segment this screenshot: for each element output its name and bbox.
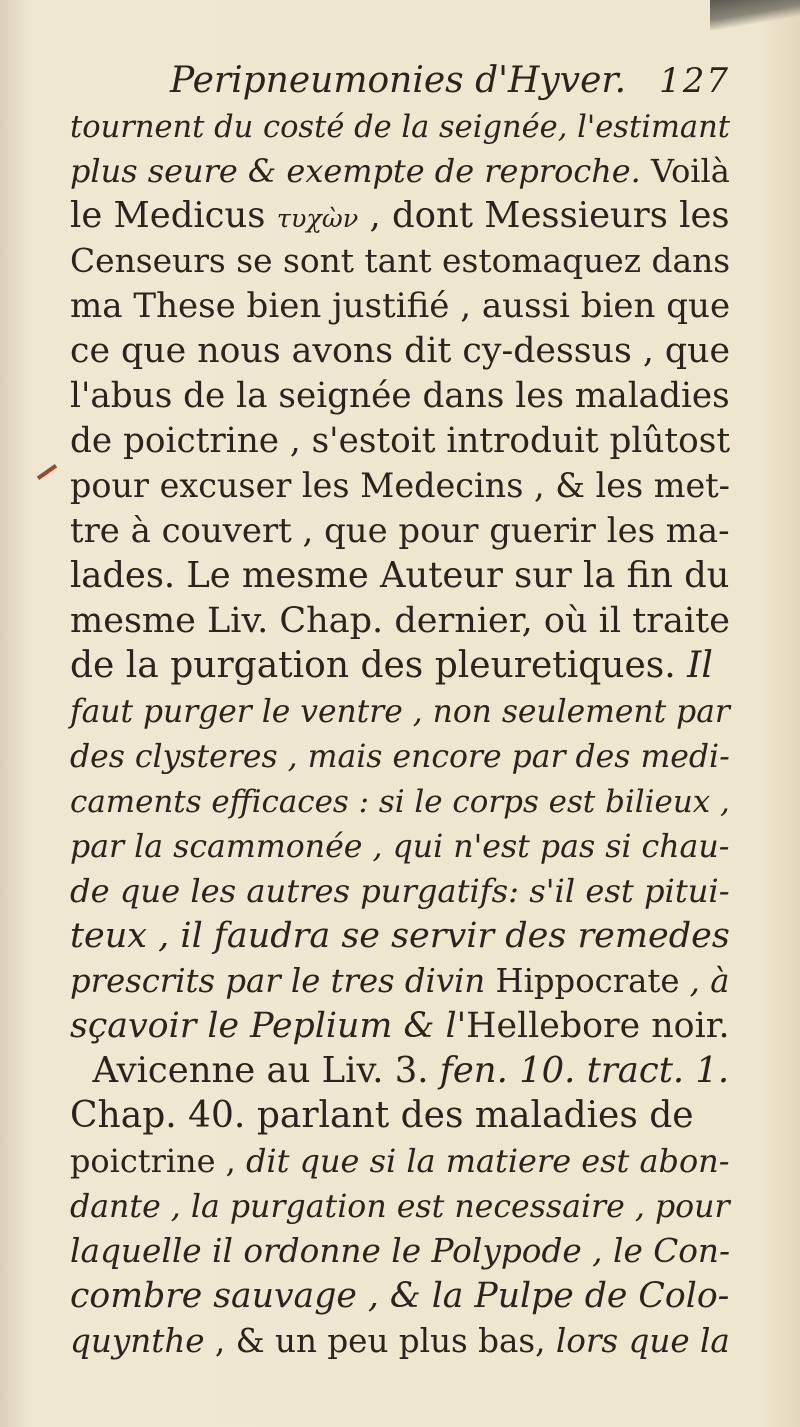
- text-line: [70, 1003, 730, 1048]
- roman-run: ma These bien justifié , aussi bien que: [70, 286, 731, 326]
- italic-run: lors que la: [555, 1322, 730, 1360]
- roman-run: lades. Le mesme Auteur sur la fin du: [70, 555, 730, 596]
- roman-run: Chap. 40. parlant des maladies de: [70, 1095, 694, 1136]
- roman-run: ce que nous avons dit cy-dessus , que: [70, 331, 731, 371]
- text-line: [70, 508, 730, 553]
- italic-run: dante , la purgation est necessaire , pour: [70, 1189, 730, 1225]
- text-line: [70, 778, 730, 823]
- text-line: [70, 598, 730, 643]
- text-line: [70, 1138, 730, 1183]
- text-line: [70, 103, 730, 148]
- italic-run: , à: [679, 962, 730, 1000]
- roman-run: pour excuser les Medecins , & les met-: [70, 466, 730, 505]
- roman-run: Hippocrate: [495, 962, 680, 1000]
- italic-run: de que les autres purgatifs: s'il est pitui-: [70, 872, 730, 910]
- italic-run: quynthe: [70, 1322, 205, 1360]
- text-line: [70, 1093, 730, 1138]
- italic-run: prescrits par le tres divin: [70, 962, 496, 1000]
- text-line: [70, 193, 730, 238]
- italic-run: combre sauvage , & la Pulpe de Colo-: [70, 1276, 730, 1316]
- text-line: [70, 688, 730, 733]
- text-line: [70, 238, 730, 283]
- roman-run: mesme Liv. Chap. dernier, où il traite: [70, 600, 730, 641]
- italic-run: dit que si la matiere est abon-: [245, 1142, 730, 1180]
- italic-run: Il: [687, 645, 713, 686]
- page-number: 127: [659, 61, 730, 101]
- page-text: [70, 58, 730, 1363]
- text-line: [70, 823, 730, 868]
- text-line: [70, 148, 730, 193]
- text-line: [70, 418, 730, 463]
- body-text: [70, 103, 730, 1363]
- text-line: [70, 553, 730, 598]
- text-line: [70, 733, 730, 778]
- italic-run: sçavoir le Peplium & l': [70, 1006, 467, 1046]
- italic-run: caments efficaces : si le corps est bilieux ,: [70, 784, 730, 820]
- running-header: [70, 58, 730, 103]
- greek-run: τυχὼν: [276, 204, 359, 234]
- italic-run: tournent du costé de la seignée, l'estimant: [70, 110, 730, 145]
- italic-run: par la scammonée , qui n'est pas si chau-: [70, 829, 730, 865]
- page-corner-shadow: [710, 0, 800, 30]
- italic-run: laquelle il ordonne le Polypode , le Con-: [70, 1232, 731, 1270]
- italic-run: des clysteres , mais encore par des medi-: [70, 739, 730, 775]
- margin-mark: [37, 464, 57, 480]
- text-line: [70, 958, 730, 1003]
- roman-run: le Medicus: [70, 195, 277, 236]
- italic-run: fen. 10. tract. 1.: [439, 1050, 730, 1091]
- roman-run: tre à couvert , que pour guerir les ma-: [70, 511, 730, 550]
- text-line: [70, 1048, 730, 1093]
- text-line: [70, 1273, 730, 1318]
- text-line: [70, 373, 730, 418]
- text-line: [70, 463, 730, 508]
- roman-run: Censeurs se sont tant estomaquez dans: [70, 241, 731, 280]
- italic-run: faut purger le ventre , non seulement par: [70, 694, 730, 730]
- roman-run: poictrine ,: [70, 1142, 246, 1180]
- text-line: [70, 1183, 730, 1228]
- italic-run: plus seure & exempte de reproche.: [70, 152, 651, 190]
- text-line: [70, 328, 730, 373]
- running-title: Peripneumonies d'Hyver.: [170, 60, 627, 101]
- roman-run: de la purgation des pleuretiques.: [70, 645, 688, 686]
- roman-run: Voilà: [650, 152, 730, 190]
- roman-run: de poictrine , s'estoit introduit plûtost: [70, 421, 731, 461]
- roman-run: Avicenne au Liv. 3.: [70, 1050, 440, 1091]
- text-line: [70, 913, 730, 958]
- roman-run: , dont Messieurs les: [358, 195, 730, 236]
- text-line: [70, 643, 730, 688]
- italic-run: teux , il faudra se servir des remedes: [70, 916, 730, 956]
- text-line: [70, 283, 730, 328]
- roman-run: Hellebore noir.: [466, 1006, 730, 1046]
- text-line: [70, 868, 730, 913]
- roman-run: l'abus de la seignée dans les maladies: [70, 376, 730, 416]
- roman-run: , & un peu plus bas,: [204, 1322, 556, 1360]
- text-line: [70, 1318, 730, 1363]
- text-line: [70, 1228, 730, 1273]
